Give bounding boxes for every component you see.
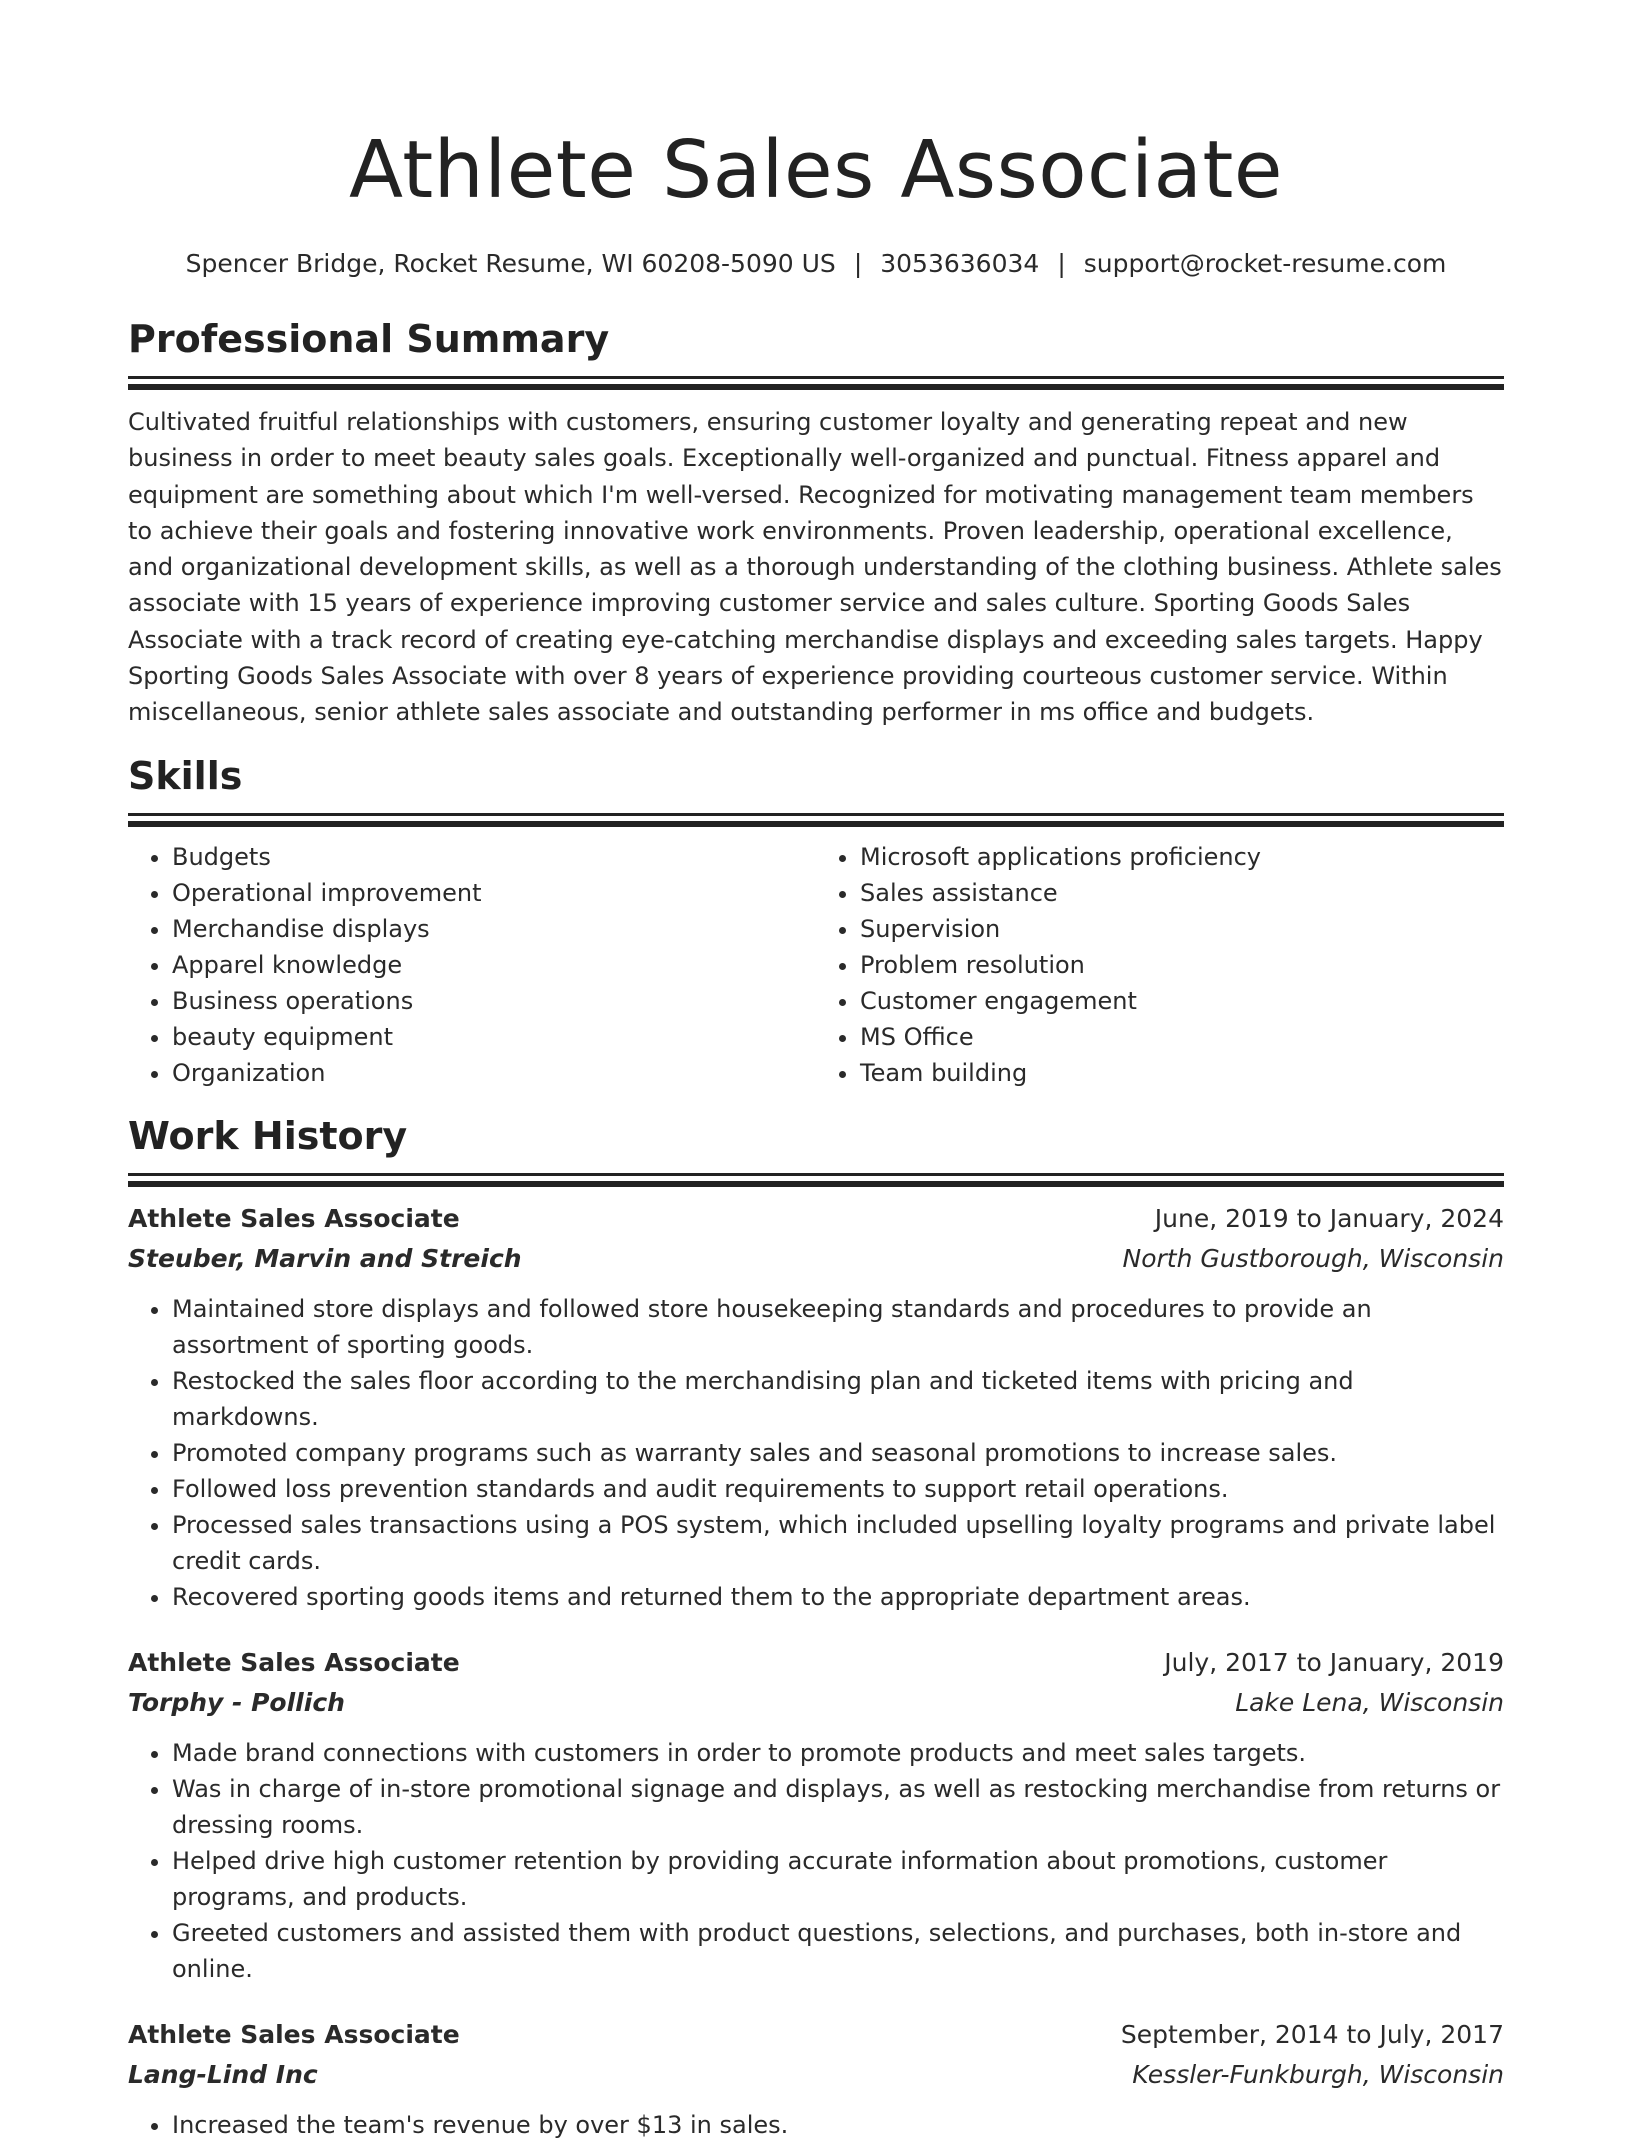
job-entry (128, 1643, 1504, 1987)
job-dates: June, 2019 to January, 2024 (1154, 1203, 1504, 1233)
job-bullet: • Followed loss prevention standards and audit requirements to support retail operations. (172, 1471, 1504, 1507)
skill-item: • Microsoft applications proficiency (860, 839, 1504, 875)
job-location: Kessler-Funkburgh, Wisconsin (1132, 2059, 1504, 2089)
job-bullet: • Restocked the sales floor according to the merchandising plan and ticketed items with pricing and markdowns. (172, 1363, 1504, 1435)
skills-list-right (816, 839, 1504, 1091)
job-dates: September, 2014 to July, 2017 (1120, 2019, 1504, 2049)
contact-address: Spencer Bridge, Rocket Resume, WI 60208-5090 US (185, 249, 836, 278)
skill-item: • Problem resolution (860, 947, 1504, 983)
job-bullets (128, 2107, 1504, 2143)
skill-item: • Apparel knowledge (172, 947, 816, 983)
job-title: Athlete Sales Associate (128, 1203, 460, 1233)
job-bullets (128, 1735, 1504, 1987)
section-divider (128, 821, 1504, 827)
job-location: Lake Lena, Wisconsin (1235, 1687, 1504, 1717)
skill-item: • MS Office (860, 1019, 1504, 1055)
section-title-summary: Professional Summary (128, 317, 610, 361)
job-company-row (128, 1239, 1504, 1279)
skill-item: • Customer engagement (860, 983, 1504, 1019)
job-company-row (128, 2055, 1504, 2095)
skill-item: • beauty equipment (172, 1019, 816, 1055)
job-header-row (128, 1199, 1504, 1239)
job-bullet: • Processed sales transactions using a POS system, which included upselling loyalty programs and private label credit cards. (172, 1507, 1504, 1579)
skill-item: • Supervision (860, 911, 1504, 947)
job-bullet: • Promoted company programs such as warranty sales and seasonal promotions to increase sales. (172, 1435, 1504, 1471)
job-bullets (128, 1291, 1504, 1615)
skill-item: • Operational improvement (172, 875, 816, 911)
resume-name: Athlete Sales Associate (349, 124, 1283, 216)
section-divider (128, 384, 1504, 390)
job-company-row (128, 1683, 1504, 1723)
skill-item: • Sales assistance (860, 875, 1504, 911)
job-bullet: • Was in charge of in-store promotional signage and displays, as well as restocking merchandise from returns or dressing rooms. (172, 1771, 1504, 1843)
job-title: Athlete Sales Associate (128, 1647, 460, 1677)
section-title-work-history: Work History (128, 1113, 408, 1158)
skills-section (128, 753, 1504, 1091)
job-bullet: • Made brand connections with customers in order to promote products and meet sales targets. (172, 1735, 1504, 1771)
summary-text: Cultivated fruitful relationships with customers, ensuring customer loyalty and generating repeat and new business in order to meet beauty sales goals. Exceptionally well-organized and punctual. Fitness apparel and equipment are something about which I'm well-versed. Recognized for motivating management team members to achieve their goals and fostering innovative work environments. Proven leadership, operational excellence, and organizational development skills, as well as a thorough understanding of the clothing business. Athlete sales associate with 15 years of experience improving customer service and sales culture. Sporting Goods Sales Associate with a track record of creating eye-catching merchandise displays and exceeding sales targets. Happy Sporting Goods Sales Associate with over 8 years of experience providing courteous customer service. Within miscellaneous, senior athlete sales associate and outstanding performer in ms office and budgets. (128, 408, 1502, 727)
job-dates: July, 2017 to January, 2019 (1164, 1647, 1504, 1677)
section-divider (128, 376, 1504, 379)
job-company: Torphy - Pollich (128, 1687, 345, 1717)
contact-separator: | (853, 249, 863, 278)
skill-item: • Merchandise displays (172, 911, 816, 947)
job-location: North Gustborough, Wisconsin (1122, 1243, 1504, 1273)
job-title: Athlete Sales Associate (128, 2019, 460, 2049)
skill-item: • Team building (860, 1055, 1504, 1091)
contact-line (128, 248, 1504, 280)
summary-section (128, 316, 1504, 731)
skill-item: • Organization (172, 1055, 816, 1091)
skills-grid (128, 839, 1504, 1091)
contact-phone: 3053636034 (880, 249, 1040, 278)
job-bullet: • Maintained store displays and followed store housekeeping standards and procedures to provide an assortment of sporting goods. (172, 1291, 1504, 1363)
job-entry (128, 1199, 1504, 1615)
job-bullet: • Recovered sporting goods items and returned them to the appropriate department areas. (172, 1579, 1504, 1615)
job-company: Steuber, Marvin and Streich (128, 1243, 522, 1273)
skill-item: • Business operations (172, 983, 816, 1019)
job-bullet: • Increased the team's revenue by over $13 in sales. (172, 2107, 1504, 2143)
job-entry (128, 2015, 1504, 2143)
skills-list-left (128, 839, 816, 1091)
job-header-row (128, 1643, 1504, 1683)
section-divider (128, 1173, 1504, 1176)
contact-email: support@rocket-resume.com (1083, 249, 1447, 278)
job-bullet: • Greeted customers and assisted them with product questions, selections, and purchases, both in-store and online. (172, 1915, 1504, 1987)
section-divider (128, 1181, 1504, 1187)
job-company: Lang-Lind Inc (128, 2059, 318, 2089)
section-title-skills: Skills (128, 753, 243, 798)
job-header-row (128, 2015, 1504, 2055)
section-divider (128, 813, 1504, 816)
work-history-section (128, 1113, 1504, 2143)
job-bullet: • Helped drive high customer retention by providing accurate information about promotions, customer programs, and products. (172, 1843, 1504, 1915)
skill-item: • Budgets (172, 839, 816, 875)
contact-separator: | (1057, 249, 1066, 278)
